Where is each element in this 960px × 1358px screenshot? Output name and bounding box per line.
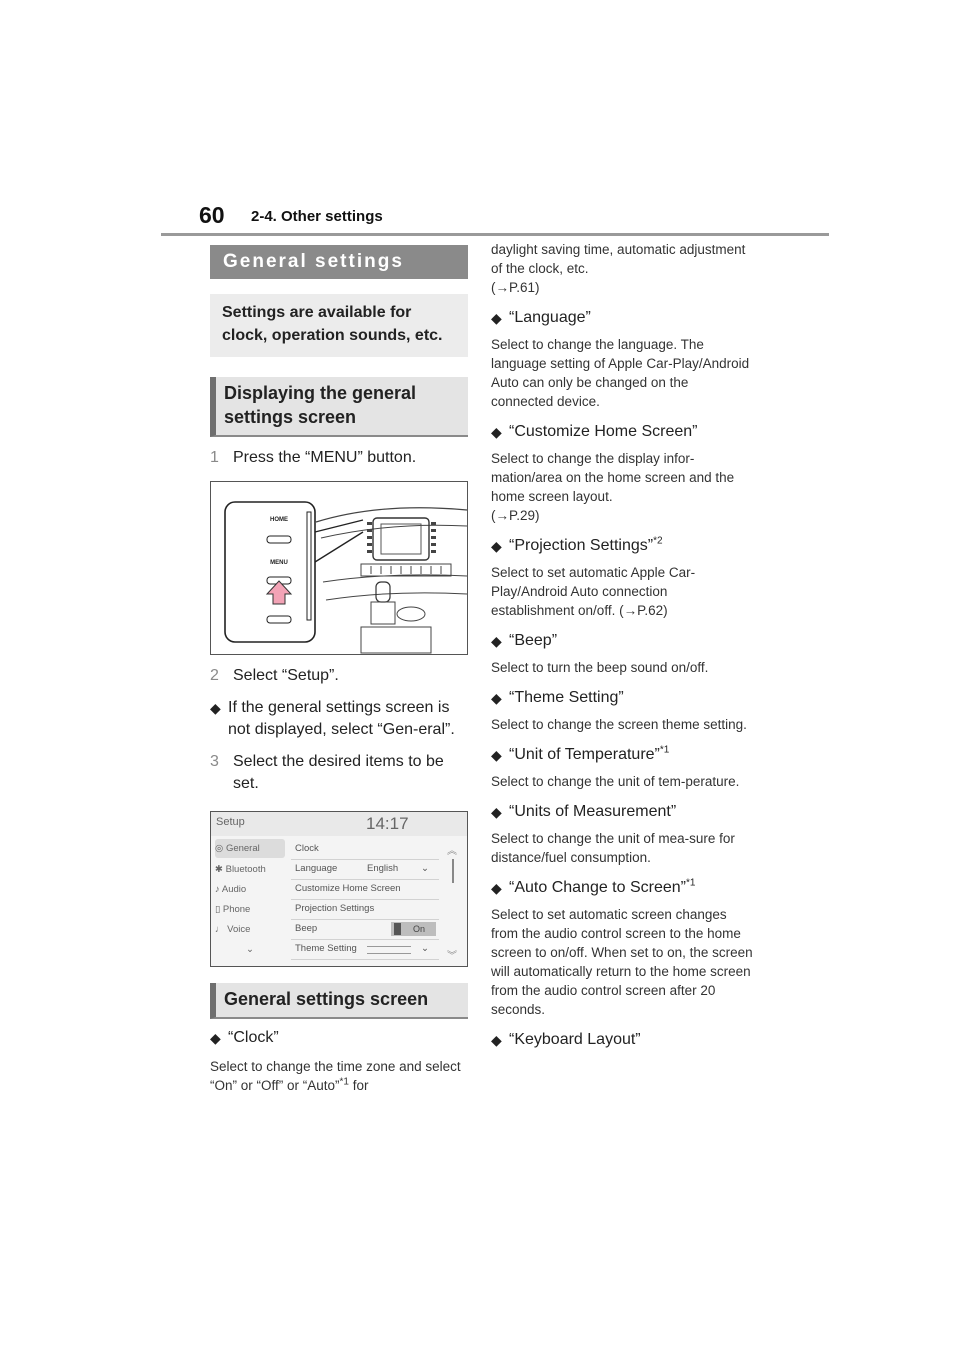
sidebar-item-voice[interactable]: ♩ Voice: [215, 924, 251, 935]
setup-clock: 14:17: [366, 814, 409, 833]
setup-topbar: [211, 812, 467, 836]
general-settings-title: General settings: [210, 245, 468, 279]
list-item[interactable]: Projection Settings: [291, 899, 439, 920]
step-text: Select “Setup”.: [233, 667, 339, 684]
dashboard-illustration: [211, 482, 467, 654]
step-number: 1: [210, 449, 219, 466]
page-header: [199, 200, 829, 235]
step-1: [210, 447, 468, 469]
bullet-icon: ◆: [491, 1032, 502, 1048]
list-item[interactable]: Customize Home Screen: [291, 879, 439, 900]
header-rule: [161, 233, 829, 236]
clock-desc: Select to change the time zone and select “On” or “Off” or “Auto”$^{*1}$ for: [210, 1059, 461, 1093]
scroll-down-icon[interactable]: ︾: [447, 951, 457, 962]
clock-desc-cont: daylight saving time, automatic adjustment of the clock, etc.: [491, 242, 746, 276]
item-desc: Select to change the unit of mea-sure for distance/fuel consumption.: [491, 831, 735, 865]
item-unit-temperature: ◆ “Unit of Temperature”$^{*1}$: [491, 744, 753, 766]
theme-preview: [367, 946, 411, 954]
subheading-screen: General settings screen: [210, 983, 468, 1019]
item-desc: Select to set automatic screen changes from the audio control screen to the home screen to on/off. When set to on, the screen will automatically return to the home screen from the audio control screen after 20 seconds.: [491, 907, 753, 1017]
item-customize-home: ◆ “Customize Home Screen”: [491, 421, 753, 443]
scroll-thumb[interactable]: [452, 859, 454, 883]
sidebar-item-bluetooth[interactable]: ✱ Bluetooth: [215, 864, 266, 875]
menu-button-figure: [210, 481, 468, 655]
bullet-icon: ◆: [491, 690, 502, 706]
beep-toggle[interactable]: On: [391, 922, 436, 936]
item-beep: ◆ “Beep”: [491, 630, 753, 652]
clock-item: [210, 1027, 468, 1049]
item-desc: Select to set automatic Apple Car-Play/Android Auto connection establishment on/off. (→P.62): [491, 565, 696, 618]
step-number: 2: [210, 667, 219, 684]
chevron-down-icon: ⌄: [421, 863, 429, 874]
bullet-icon: ◆: [491, 633, 502, 649]
step-text: Press the “MENU” button.: [233, 449, 417, 466]
setup-title: Setup: [216, 816, 245, 828]
chevron-down-icon[interactable]: ⌄: [246, 944, 254, 955]
subheading-display: Displaying the general settings screen: [210, 377, 468, 437]
step-number: 3: [210, 753, 219, 770]
list-item[interactable]: Beep On: [291, 919, 439, 940]
step-2: [210, 665, 468, 687]
bullet-icon: ◆: [491, 804, 502, 820]
toggle-knob: [394, 923, 401, 935]
item-desc: Select to change the unit of tem-perature.: [491, 774, 740, 789]
scrollbar[interactable]: [447, 842, 461, 962]
bullet-icon: ◆: [491, 538, 502, 554]
bullet-general: [210, 697, 468, 741]
bullet-text: If the general settings screen is not displayed, select “Gen-eral”.: [228, 699, 455, 738]
left-column: [210, 245, 468, 1095]
scroll-up-icon[interactable]: ︽: [447, 846, 457, 857]
sidebar-item-audio[interactable]: ♪ Audio: [215, 884, 247, 895]
clock-ref: (→P.61): [491, 280, 540, 295]
step-3: [210, 751, 468, 795]
list-item[interactable]: Language English ⌄: [291, 859, 439, 880]
item-ref: (→P.29): [491, 508, 540, 523]
chevron-down-icon: ⌄: [421, 943, 429, 954]
setup-list: [291, 839, 439, 966]
step-text: Select the desired items to be set.: [233, 753, 444, 792]
item-desc: Select to change the display infor-mation/area on the home screen and the home screen layout.: [491, 451, 735, 504]
intro-box: Settings are available for clock, operation sounds, etc.: [210, 294, 468, 357]
menu-label: MENU: [270, 560, 288, 566]
item-desc: Select to turn the beep sound on/off.: [491, 660, 709, 675]
item-language: ◆ “Language”: [491, 307, 753, 329]
list-item[interactable]: Clock: [291, 839, 439, 860]
sidebar-item-phone[interactable]: ▯ Phone: [215, 904, 251, 915]
item-keyboard-layout: ◆ “Keyboard Layout”: [491, 1029, 753, 1051]
bullet-icon: ◆: [210, 1030, 221, 1046]
item-title: “Clock”: [228, 1029, 279, 1046]
bullet-icon: ◆: [210, 700, 221, 716]
home-label: HOME: [270, 517, 288, 523]
page-number: 60: [199, 202, 225, 228]
bullet-icon: ◆: [491, 310, 502, 326]
item-desc: Select to change the language. The language setting of Apple Car-Play/Android Auto can only be changed on the connected device.: [491, 337, 750, 409]
setup-screen-figure: [210, 811, 468, 967]
item-desc: Select to change the screen theme setting.: [491, 717, 747, 732]
sidebar-item-general[interactable]: ◎ General: [215, 839, 285, 858]
item-theme: ◆ “Theme Setting”: [491, 687, 753, 709]
item-projection: ◆ “Projection Settings”$^{*2}$: [491, 535, 753, 557]
bullet-icon: ◆: [491, 424, 502, 440]
item-auto-change: ◆ “Auto Change to Screen”$^{*1}$: [491, 877, 753, 899]
item-units-measurement: ◆ “Units of Measurement”: [491, 801, 753, 823]
bullet-icon: ◆: [491, 747, 502, 763]
section-title: 2-4. Other settings: [251, 208, 383, 225]
setup-sidebar: [211, 839, 287, 966]
list-item[interactable]: Theme Setting ⌄: [291, 939, 439, 960]
bullet-icon: ◆: [491, 880, 502, 896]
right-column: [491, 240, 753, 1051]
